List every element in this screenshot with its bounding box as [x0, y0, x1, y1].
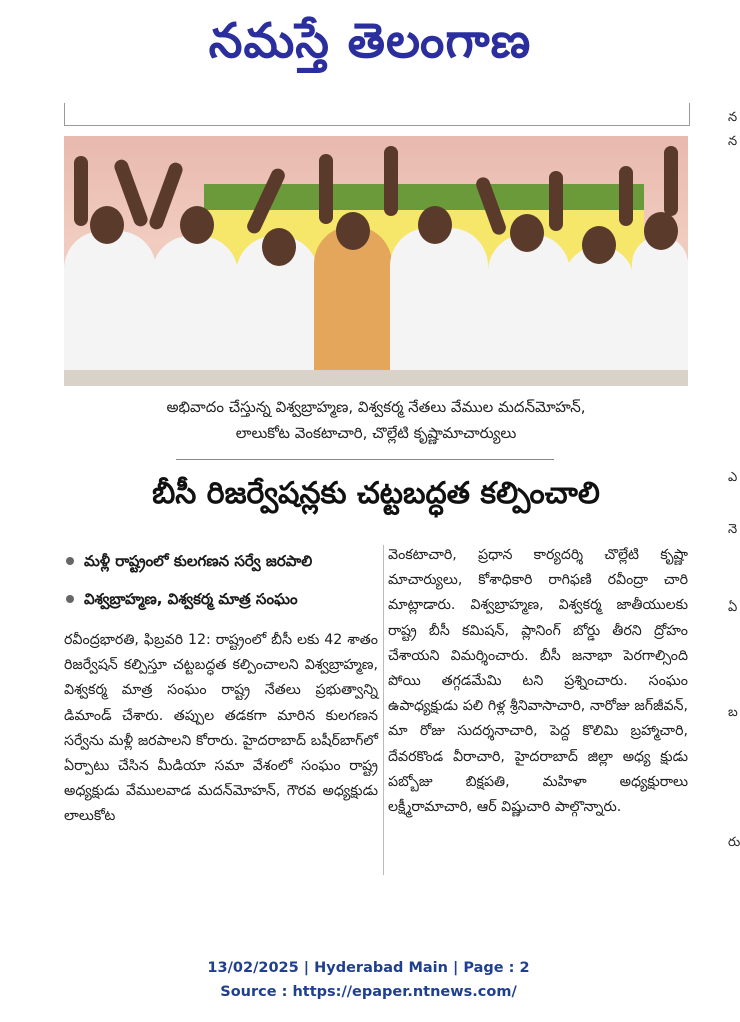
photo-caption-line-1: అభివాదం చేస్తున్న విశ్వబ్రాహ్మణ, విశ్వకర్మ నేతలు వేముల మదన్‌మోహన్, — [166, 398, 586, 416]
person — [632, 236, 688, 386]
article-column-right — [388, 543, 688, 820]
person — [152, 236, 238, 386]
person-head — [510, 214, 544, 252]
raised-arm — [549, 171, 563, 231]
highlight-text: మళ్లీ రాష్ట్రంలో కులగణన సర్వే జరపాలి — [84, 552, 313, 570]
person-head — [90, 206, 124, 244]
right-edge-fragment-4: నె — [728, 522, 738, 537]
highlight-text: విశ్వబ్రాహ్మణ, విశ్వకర్మ మాత్ర సంఘం — [84, 590, 298, 608]
person-head — [336, 212, 370, 250]
right-edge-fragment-6: బ — [728, 705, 738, 720]
article-column-left — [64, 628, 378, 830]
column-divider — [383, 545, 384, 875]
right-edge-fragment-7: రు — [728, 835, 740, 850]
person-head — [262, 228, 296, 266]
raised-arm — [319, 154, 333, 224]
article-body-left: రవీంద్రభారతి, ఫిబ్రవరి 12: రాష్ట్రంలో బీసీ లకు 42 శాతం రిజర్వేషన్ కల్పిస్తూ చట్టబద్ధత కల్పించాలని విశ్వబ్రాహ్మణ, విశ్వకర్మ మాత్ర సంఘం రాష్ట్ర నేతలు ప్రభుత్వాన్ని డిమాండ్ చేశారు. తప్పుల తడకగా మారిన కులగణన సర్వేను మళ్లీ జరపాలని కోరారు. హైదరాబాద్ బషీర్‌బాగ్‌లో ఏర్పాటు చేసిన మీడియా సమా వేశంలో సంఘం రాష్ట్ర అధ్యక్షుడు వేములవాడ మదన్‌మోహన్, గౌరవ అధ్యక్షుడు లాలుకోట — [64, 632, 378, 825]
raised-arm — [147, 161, 184, 232]
raised-arm — [74, 156, 88, 226]
person-head — [644, 212, 678, 250]
person — [390, 228, 488, 386]
highlight-item — [64, 588, 378, 610]
raised-arm — [664, 146, 678, 216]
person — [488, 234, 570, 386]
article-headline: బీసీ రిజర్వేషన్లకు చట్టబద్ధత కల్పించాలి — [152, 476, 600, 511]
person — [314, 226, 392, 386]
bullet-dot-icon — [66, 595, 74, 603]
article-highlights — [64, 550, 378, 626]
person-head — [180, 206, 214, 244]
footer-source-link[interactable]: Source : https://epaper.ntnews.com/ — [220, 984, 517, 1000]
caption-divider — [176, 459, 554, 460]
masthead-logo: నమస్తే తెలంగాణ — [208, 13, 532, 69]
raised-arm — [384, 146, 398, 216]
highlight-item — [64, 550, 378, 572]
press-table — [64, 370, 688, 386]
person — [564, 246, 634, 386]
right-edge-fragment-2: న — [728, 134, 738, 149]
photo-caption-line-2: లాలుకోట వెంకటాచారి, చొల్లేటి కృష్ణామాచార్యులు — [235, 424, 517, 442]
person-head — [582, 226, 616, 264]
article-body-right: వెంకటాచారి, ప్రధాన కార్యదర్శి చొల్లేటి కృష్ణా మాచార్యులు, కోశాధికారి రాగిఫణి రవీంద్రా చారి మాట్లాడారు. విశ్వబ్రాహ్మణ, విశ్వకర్మ జాతీయులకు రాష్ట్ర బీసీ కమిషన్, ప్లానింగ్ బోర్డు తీరని ద్రోహం చేశాయని విమర్శించారు. బీసీ జనాభా పెరగాల్సింది పోయి తగ్గడమేమి టని ప్రశ్నించారు. సంఘం ఉపాధ్యక్షుడు పలి గిళ్ల శ్రీనివాసాచారి, నారోజు జగ్‌జీవన్, మా రోజు సుదర్శనాచారి, పెద్ద కొలిమి బ్రహ్మాచారి, దేవరకొండ వీరాచారి, హైదరాబాద్ జిల్లా అధ్య క్షుడు పబ్బోజు బిక్షపతి, మహిళా అధ్యక్షురాలు లక్ష్మీరామాచారి, ఆర్ విష్ణుచారి పాల్గొన్నారు. — [388, 547, 688, 816]
bullet-dot-icon — [66, 557, 74, 565]
person — [64, 231, 156, 386]
photo-caption — [64, 394, 688, 446]
raised-arm — [619, 166, 633, 226]
right-edge-fragment-1: న — [728, 110, 738, 125]
clip-top-border — [64, 103, 690, 126]
person-head — [418, 206, 452, 244]
right-edge-fragment-3: ఎ — [728, 470, 738, 485]
news-photo — [64, 136, 688, 386]
footer-date-edition: 13/02/2025 | Hyderabad Main | Page : 2 — [207, 960, 530, 976]
right-edge-fragment-5: ఏ — [728, 600, 738, 615]
